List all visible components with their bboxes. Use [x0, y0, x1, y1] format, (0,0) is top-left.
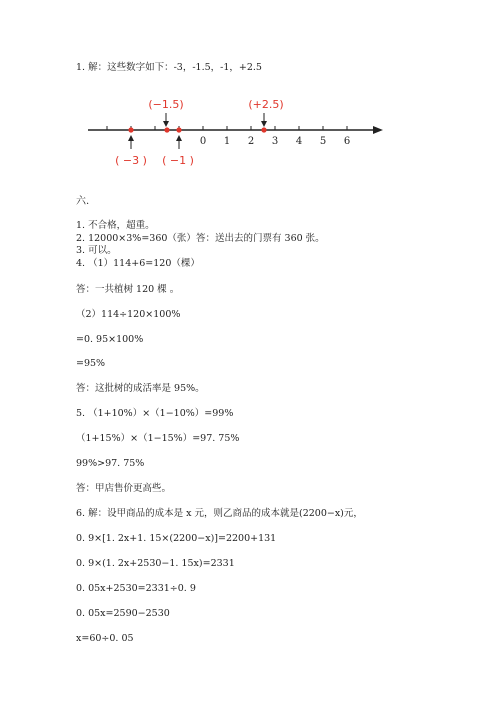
- answer-1-numbers: 1. 解：这些数字如下：-3，-1.5，-1，+2.5: [76, 62, 262, 73]
- tick-label: 1: [223, 136, 231, 147]
- tick-label: 5: [319, 136, 327, 147]
- tick-label: 6: [343, 136, 351, 147]
- answer-6-5-result: 答：甲店售价更高些。: [76, 483, 172, 494]
- number-line-figure: [0, 0, 500, 190]
- label-neg1-5: (−1.5): [148, 98, 184, 111]
- answer-6-6-eq1: 0. 9×[1. 2x+1. 15×(2200−x)]=2200+131: [76, 533, 277, 544]
- arrow-down-icon: [163, 121, 169, 127]
- answer-6-6-eq3: 0. 05x+2530=2331÷0. 9: [76, 583, 196, 594]
- arrow-up-icon: [128, 135, 134, 141]
- label-neg3: ( −3 ): [115, 154, 147, 167]
- answer-6-3: 3. 可以。: [76, 245, 117, 256]
- answer-6-2-result: 答：送出去的门票有 360 张。: [196, 233, 325, 244]
- answer-6-6-setup: 6. 解：设甲商品的成本是 x 元，则乙商品的成本就是(2200−x)元，: [76, 508, 363, 519]
- answer-6-2-calc: 2. 12000×3%=360（张）: [76, 233, 196, 244]
- tick-labels: [200, 136, 350, 147]
- tick-label: 0: [199, 136, 207, 147]
- answer-6-4-2-step2: =95%: [76, 358, 106, 369]
- answer-6-6-eq4: 0. 05x=2590−2530: [76, 608, 170, 619]
- answer-6-4-2-step1: =0. 95×100%: [76, 334, 144, 345]
- answer-6-4-2-calc: （2）114÷120×100%: [76, 309, 181, 320]
- answer-6-5-calc1: 5. （1+10%）×（1−10%）=99%: [76, 408, 234, 419]
- tick-label: 2: [247, 136, 255, 147]
- answer-6-4-2-result: 答：这批树的成活率是 95%。: [76, 383, 205, 394]
- label-neg1: ( −1 ): [162, 154, 194, 167]
- tick-label: 3: [271, 136, 279, 147]
- tick-label: 4: [295, 136, 303, 147]
- point-neg1: [176, 127, 181, 132]
- arrow-up-icon: [176, 135, 182, 141]
- point-neg3: [128, 127, 133, 132]
- answer-6-1: 1. 不合格，超重。: [76, 220, 155, 231]
- point-neg1-5: [164, 127, 169, 132]
- answer-6-6-eq5: x=60÷0. 05: [76, 633, 134, 644]
- answer-6-4-calc: 4. （1）114+6=120（棵）: [76, 258, 200, 269]
- axis-arrow-icon: [373, 126, 383, 134]
- label-pos2-5: (+2.5): [248, 98, 284, 111]
- arrow-down-icon: [261, 121, 267, 127]
- point-pos2-5: [261, 127, 266, 132]
- answer-6-5-compare: 99%>97. 75%: [76, 458, 145, 469]
- section-heading: 六.: [76, 196, 90, 207]
- answer-6-5-calc2: （1+15%）×（1−15%）=97. 75%: [76, 433, 240, 444]
- answer-6-6-eq2: 0. 9×(1. 2x+2530−1. 15x)=2331: [76, 558, 235, 569]
- answer-6-4-result: 答：一共植树 120 棵 。: [76, 284, 180, 295]
